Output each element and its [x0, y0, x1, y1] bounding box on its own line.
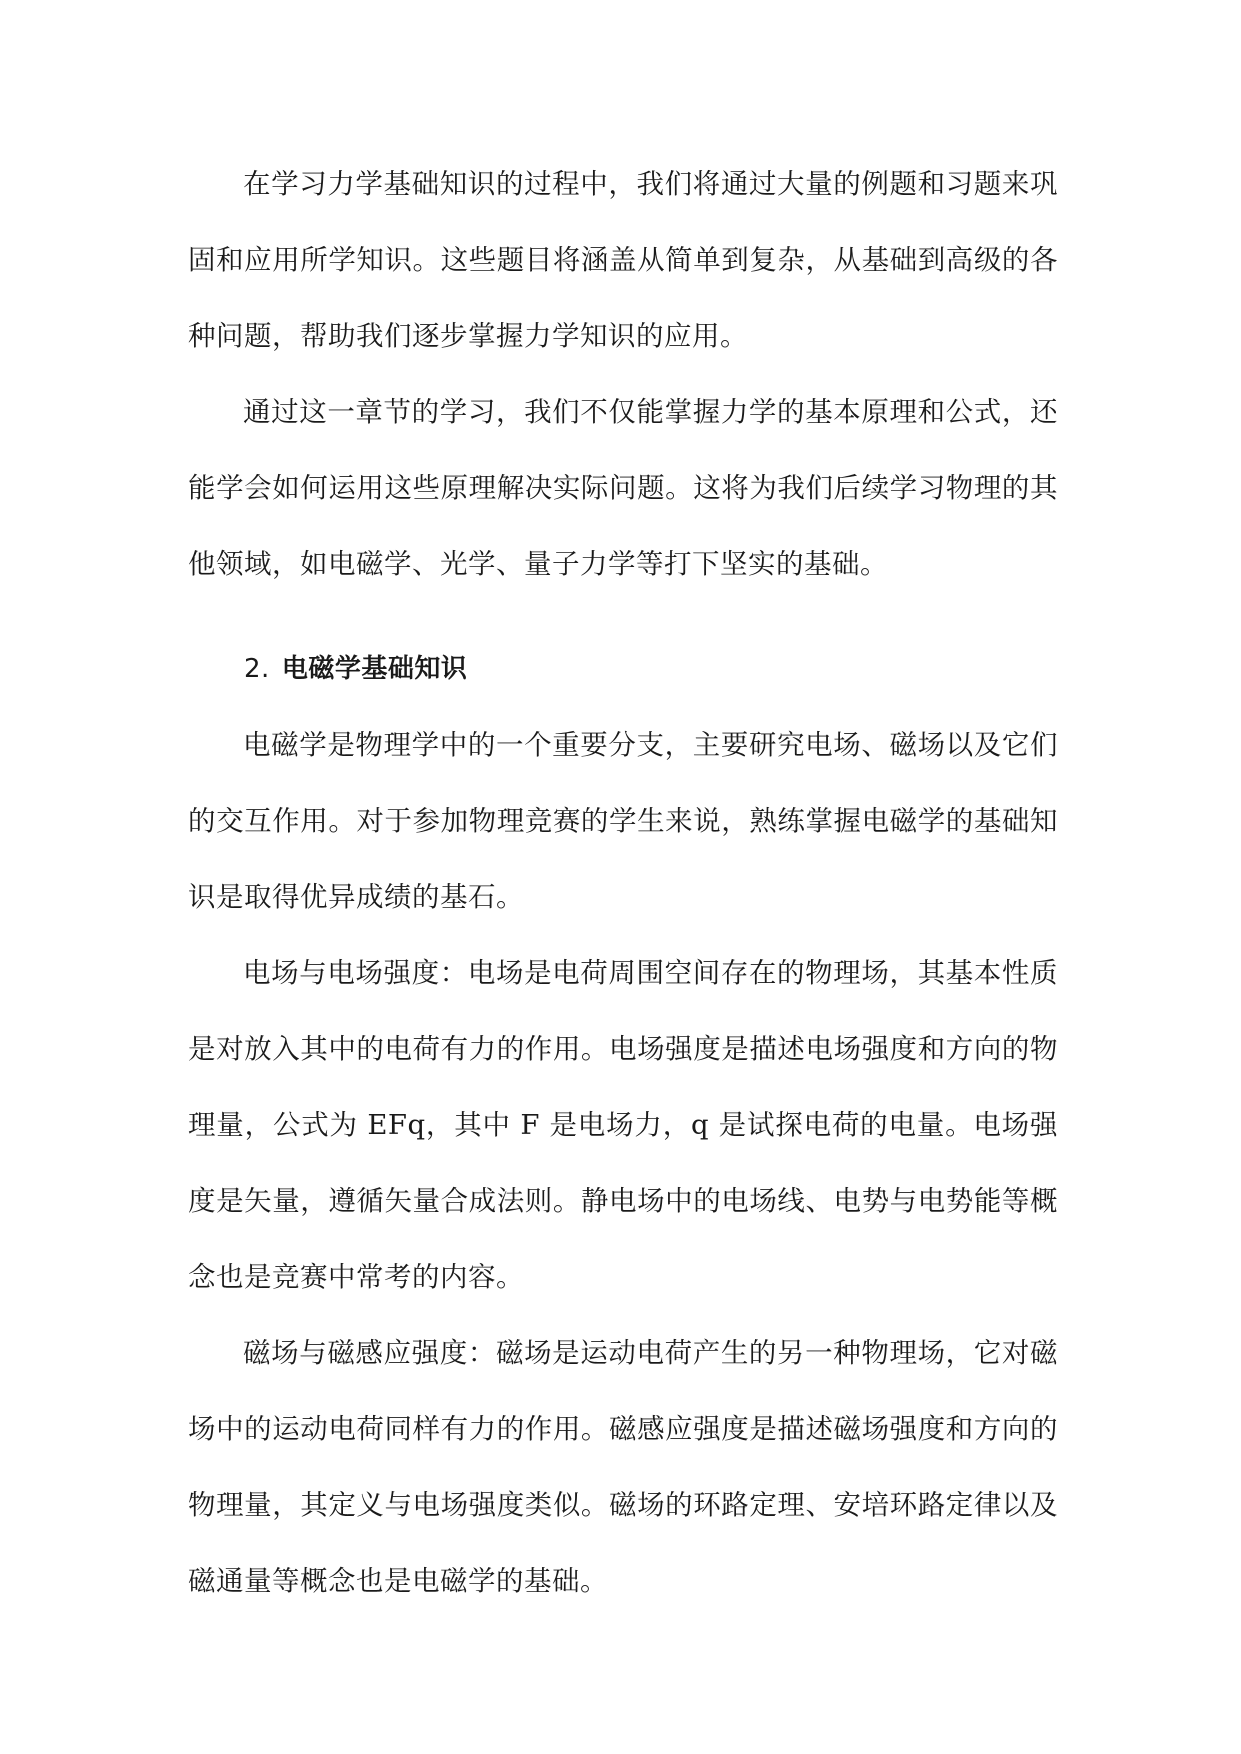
- section-title: 电磁学基础知识: [281, 654, 468, 684]
- paragraph: 电场与电场强度：电场是电荷周围空间存在的物理场，其基本性质是对放入其中的电荷有力的作用。电场强度是描述电场强度和方向的物理量，公式为 EFq，其中 F 是电场力，q 是试探电荷的电量。电场强度是矢量，遵循矢量合成法则。静电场中的电场线、电势与电势能等概念也是竞赛中常考的内容。: [188, 957, 1058, 1293]
- section-number: 2.: [244, 654, 270, 684]
- section-heading: [188, 631, 1058, 707]
- paragraph: 通过这一章节的学习，我们不仅能掌握力学的基本原理和公式，还能学会如何运用这些原理解决实际问题。这将为我们后续学习物理的其他领域，如电磁学、光学、量子力学等打下坚实的基础。: [188, 396, 1058, 580]
- paragraph: 磁场与磁感应强度：磁场是运动电荷产生的另一种物理场，它对磁场中的运动电荷同样有力的作用。磁感应强度是描述磁场强度和方向的物理量，其定义与电场强度类似。磁场的环路定理、安培环路定律以及磁通量等概念也是电磁学的基础。: [188, 1337, 1058, 1597]
- page-body: [188, 146, 1058, 1619]
- paragraph: 电磁学是物理学中的一个重要分支，主要研究电场、磁场以及它们的交互作用。对于参加物理竞赛的学生来说，熟练掌握电磁学的基础知识是取得优异成绩的基石。: [188, 729, 1058, 913]
- paragraph: 在学习力学基础知识的过程中，我们将通过大量的例题和习题来巩固和应用所学知识。这些题目将涵盖从简单到复杂，从基础到高级的各种问题，帮助我们逐步掌握力学知识的应用。: [188, 168, 1058, 352]
